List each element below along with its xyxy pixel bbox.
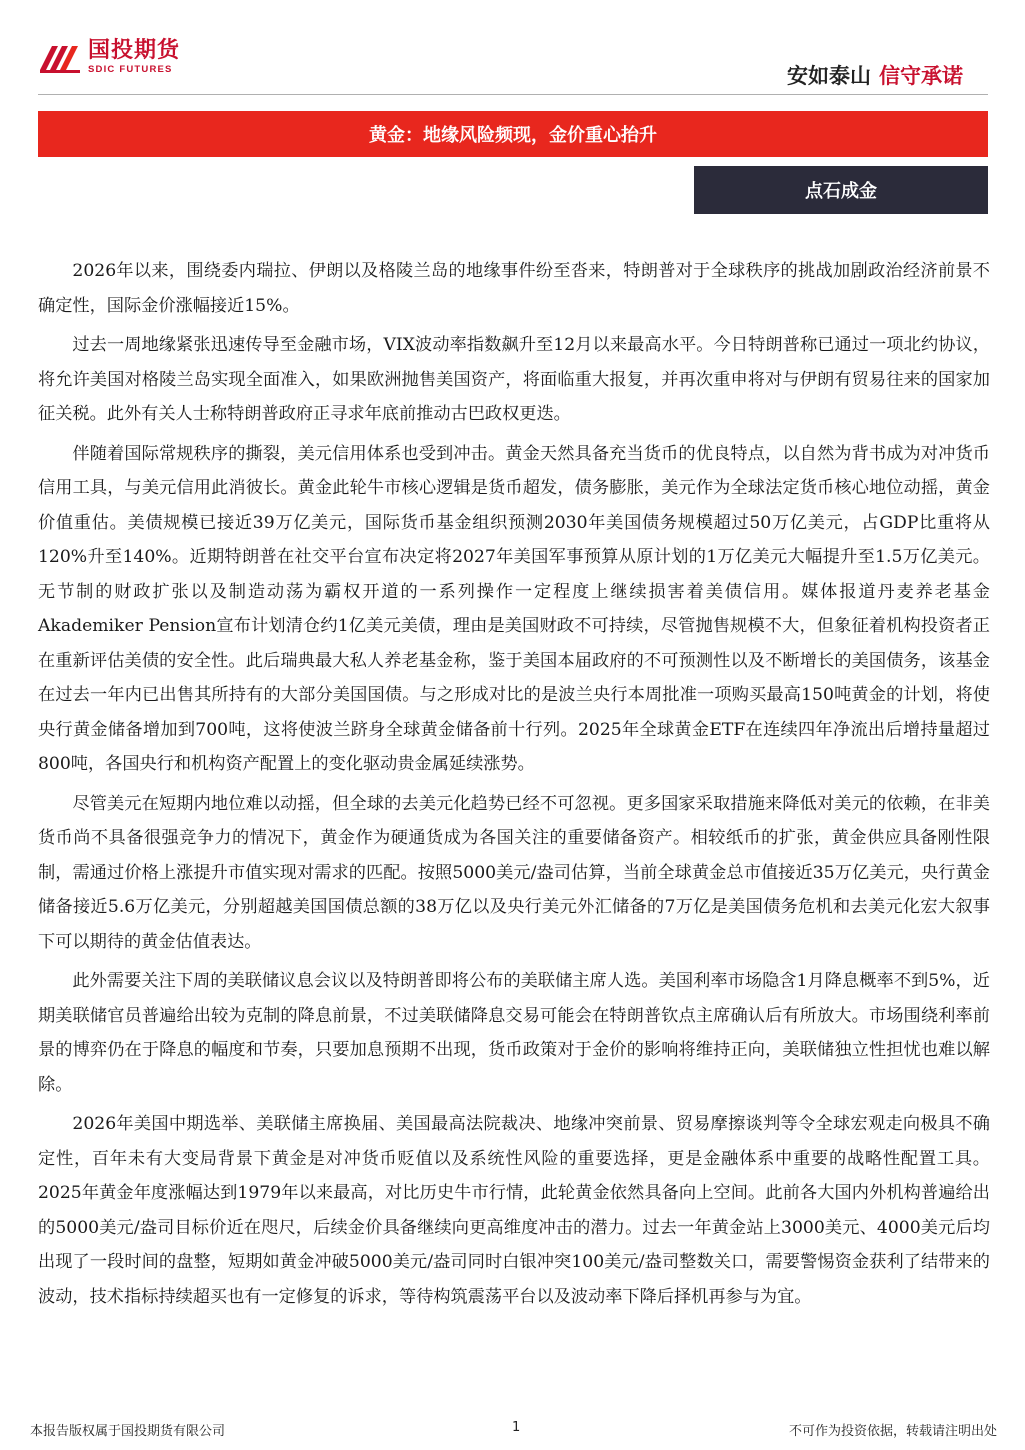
- paragraph: 伴随着国际常规秩序的撕裂，美元信用体系也受到冲击。黄金天然具备充当货币的优良特点，以自然为背书成为对冲货币信用工具，与美元信用此消彼长。黄金此轮牛市核心逻辑是货币超发，债务膨胀，美元作为全球法定货币核心地位动摇，黄金价值重估。美债规模已接近39万亿美元，国际货币基金组织预测2030年美国债务规模超过50万亿美元，占GDP比重将从120%升至140%。近期特朗普在社交平台宣布决定将2027年美国军事预算从原计划的1万亿美元大幅提升至1.5万亿美元。无节制的财政扩张以及制造动荡为霸权开道的一系列操作一定程度上继续损害着美债信用。媒体报道丹麦养老基金Akademiker Pension宣布计划清仓约1亿美元美债，理由是美国财政不可持续，尽管抛售规模不大，但象征着机构投资者正在重新评估美债的安全性。此后瑞典最大私人养老基金称，鉴于美国本届政府的不可预测性以及不断增长的美国债务，该基金在过去一年内已出售其所持有的大部分美国国债。与之形成对比的是波兰央行本周批准一项购买最高150吨黄金的计划，将使央行黄金储备增加到700吨，这将使波兰跻身全球黄金储备前十行列。2025年全球黄金ETF在连续四年净流出后增持量超过800吨，各国央行和机构资产配置上的变化驱动贵金属延续涨势。: [38, 443, 990, 774]
- report-body: [38, 254, 990, 1319]
- report-title-bar: [38, 111, 988, 157]
- section-tag-label: 点石成金: [805, 181, 877, 202]
- slogan: [787, 60, 963, 90]
- paragraph: 2026年美国中期选举、美联储主席换届、美国最高法院裁决、地缘冲突前景、贸易摩擦谈判等令全球宏观走向极具不确定性，百年未有大变局背景下黄金是对冲货币贬值以及系统性风险的重要选择，更是金融体系中重要的战略性配置工具。2025年黄金年度涨幅达到1979年以来最高，对比历史牛市行情，此轮黄金依然具备向上空间。此前各大国内外机构普遍给出的5000美元/盎司目标价近在咫尺，后续金价具备继续向更高维度冲击的潜力。过去一年黄金站上3000美元、4000美元后均出现了一段时间的盘整，短期如黄金冲破5000美元/盎司同时白银冲突100美元/盎司整数关口，需要警惕资金获利了结带来的波动，技术指标持续超买也有一定修复的诉求，等待构筑震荡平台以及波动率下降后择机再参与为宜。: [38, 1114, 990, 1307]
- paragraph: 过去一周地缘紧张迅速传导至金融市场，VIX波动率指数飙升至12月以来最高水平。今日特朗普称已通过一项北约协议，将允许美国对格陵兰岛实现全面准入，如果欧洲抛售美国资产，将面临重大报复，并再次重申将对与伊朗有贸易往来的国家加征关税。此外有关人士称特朗普政府正寻求年底前推动古巴政权更迭。: [38, 335, 990, 424]
- report-title: 黄金：地缘风险频现，金价重心抬升: [369, 125, 657, 146]
- copyright-notice: 本报告版权属于国投期货有限公司: [30, 1424, 226, 1439]
- slogan-part-1: 安如泰山: [787, 64, 871, 88]
- page-footer: [0, 1418, 1025, 1448]
- slogan-part-2: 信守承诺: [879, 64, 963, 88]
- paragraph: 尽管美元在短期内地位难以动摇，但全球的去美元化趋势已经不可忽视。更多国家采取措施来降低对美元的依赖，在非美货币尚不具备很强竞争力的情况下，黄金作为硬通货成为各国关注的重要储备资产。相较纸币的扩张，黄金供应具备刚性限制，需通过价格上涨提升市值实现对需求的匹配。按照5000美元/盎司估算，当前全球黄金总市值接近35万亿美元，央行黄金储备接近5.6万亿美元，分别超越美国国债总额的38万亿以及央行美元外汇储备的7万亿是美国债务危机和去美元化宏大叙事下可以期待的黄金估值表达。: [38, 793, 990, 952]
- company-logo: [38, 40, 180, 75]
- page-number: 1: [512, 1420, 521, 1435]
- sdic-logo-icon: [38, 40, 82, 74]
- header-divider: [38, 94, 988, 95]
- paragraph: 此外需要关注下周的美联储议息会议以及特朗普即将公布的美联储主席人选。美国利率市场隐含1月降息概率不到5%，近期美联储官员普遍给出较为克制的降息前景，不过美联储降息交易可能会在特朗普钦点主席确认后有所放大。市场围绕利率前景的博弈仍在于降息的幅度和节奏，只要加息预期不出现，货币政策对于金价的影响将维持正向，美联储独立性担忧也难以解除。: [38, 971, 990, 1095]
- logo-english-name: SDIC FUTURES: [88, 64, 173, 75]
- disclaimer: 不可作为投资依据，转载请注明出处: [788, 1424, 997, 1439]
- page-header: [0, 0, 1025, 100]
- logo-chinese-name: 国投期货: [88, 38, 181, 63]
- section-tag: [694, 166, 988, 214]
- paragraph: 2026年以来，围绕委内瑞拉、伊朗以及格陵兰岛的地缘事件纷至沓来，特朗普对于全球秩序的挑战加剧政治经济前景不确定性，国际金价涨幅接近15%。: [38, 261, 990, 316]
